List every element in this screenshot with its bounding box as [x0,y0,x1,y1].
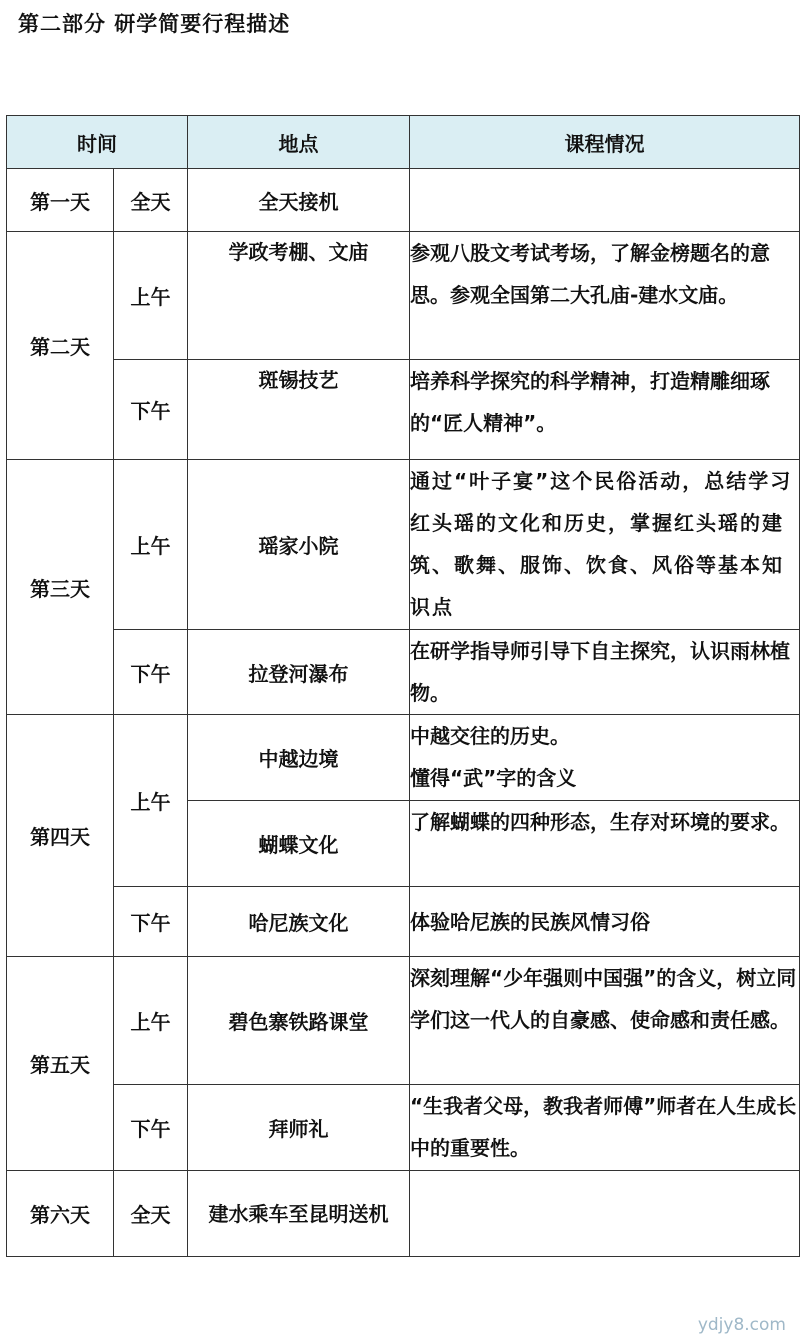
course-line: 懂得“武”字的含义 [410,766,577,790]
period-label: 下午 [114,360,188,460]
table-row [7,630,800,715]
place-cell: 学政考棚、文庙 [188,232,410,360]
table-row [7,360,800,460]
course-cell: 了解蝴蝶的四种形态，生存对环境的要求。 [410,801,800,887]
place-cell: 斑锡技艺 [188,360,410,460]
course-cell: 体验哈尼族的民族风情习俗 [410,887,800,957]
day-label: 第二天 [7,232,114,460]
course-cell: 深刻理解“少年强则中国强”的含义，树立同学们这一代人的自豪感、使命感和责任感。 [410,957,800,1085]
period-label: 上午 [114,460,188,630]
itinerary-table [6,115,800,1257]
page-title: 第二部分 研学简要行程描述 [18,12,291,36]
day-label: 第三天 [7,460,114,715]
period-label: 下午 [114,630,188,715]
place-cell: 全天接机 [188,169,410,232]
table-row [7,460,800,630]
day-label: 第四天 [7,715,114,957]
header-time: 时间 [7,116,188,169]
course-cell [410,715,800,801]
day-label: 第一天 [7,169,114,232]
course-line: 中越交往的历史。 [410,724,570,748]
table-row [7,957,800,1085]
table-row [7,232,800,360]
period-label: 上午 [114,232,188,360]
place-cell: 哈尼族文化 [188,887,410,957]
day-label: 第六天 [7,1171,114,1257]
period-label: 全天 [114,1171,188,1257]
course-cell [410,1171,800,1257]
place-cell: 拜师礼 [188,1085,410,1171]
day-label: 第五天 [7,957,114,1171]
course-cell [410,169,800,232]
place-cell: 瑶家小院 [188,460,410,630]
period-label: 下午 [114,887,188,957]
table-row [7,1171,800,1257]
table-header-row [7,116,800,169]
table-row [7,715,800,801]
period-label: 上午 [114,715,188,887]
header-place: 地点 [188,116,410,169]
place-cell: 碧色寨铁路课堂 [188,957,410,1085]
period-label: 上午 [114,957,188,1085]
course-cell: 通过“叶子宴”这个民俗活动，总结学习红头瑶的文化和历史，掌握红头瑶的建筑、歌舞、服饰、饮食、风俗等基本知识点 [410,460,800,630]
header-course: 课程情况 [410,116,800,169]
table-row [7,1085,800,1171]
period-label: 全天 [114,169,188,232]
place-cell: 中越边境 [188,715,410,801]
course-cell: 培养科学探究的科学精神，打造精雕细琢的“匠人精神”。 [410,360,800,460]
table-row [7,887,800,957]
table-row [7,169,800,232]
place-cell: 拉登河瀑布 [188,630,410,715]
place-cell: 建水乘车至昆明送机 [188,1171,410,1257]
place-cell: 蝴蝶文化 [188,801,410,887]
watermark: ydjy8.com [697,1315,786,1335]
course-cell: 在研学指导师引导下自主探究，认识雨林植物。 [410,630,800,715]
period-label: 下午 [114,1085,188,1171]
course-cell: 参观八股文考试考场，了解金榜题名的意思。参观全国第二大孔庙-建水文庙。 [410,232,800,360]
course-cell: “生我者父母，教我者师傅”师者在人生成长中的重要性。 [410,1085,800,1171]
